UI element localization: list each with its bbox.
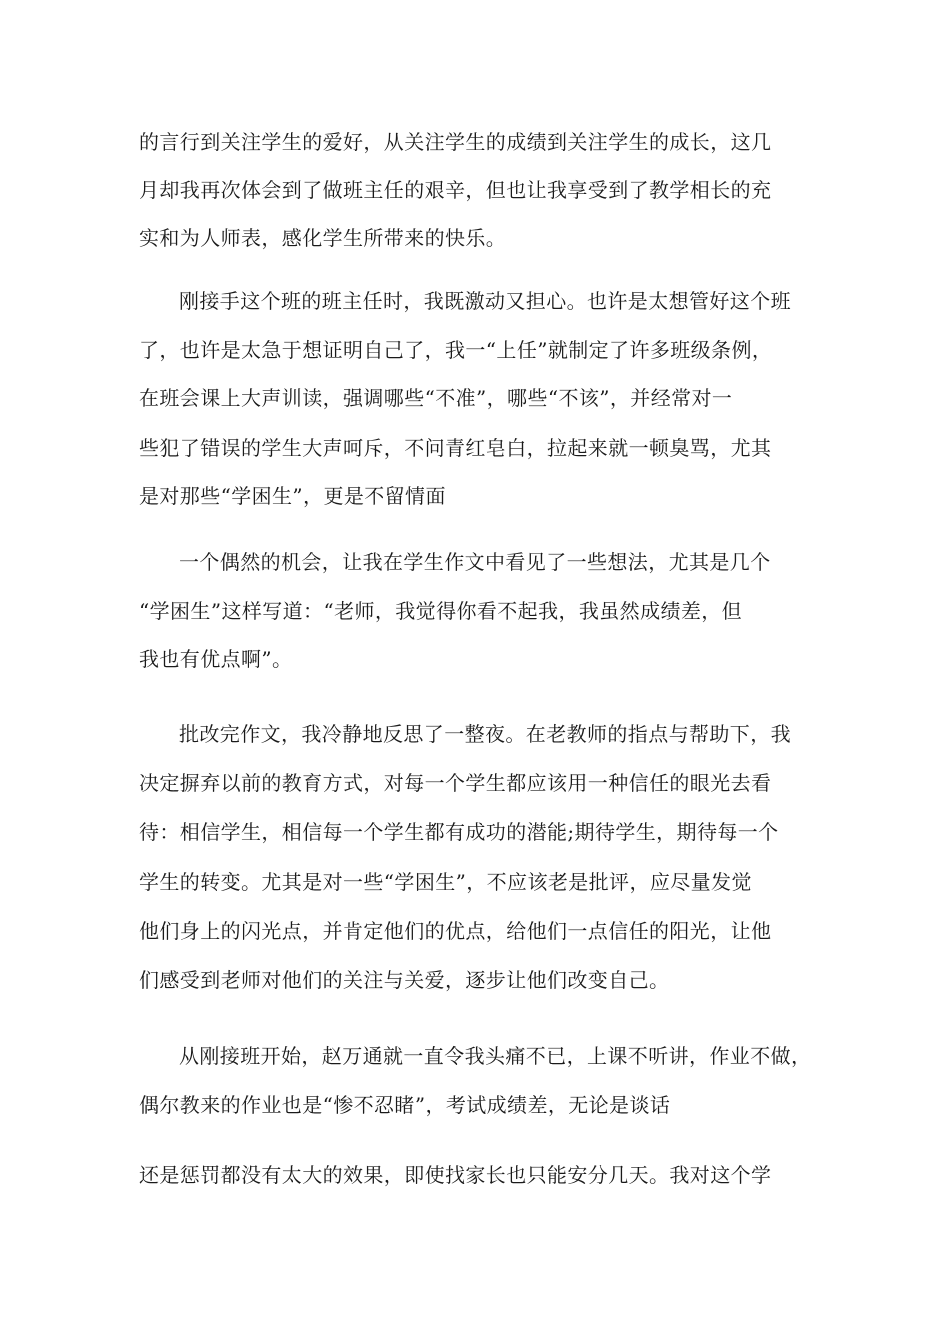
text-line: 是对那些“学困生”，更是不留情面 xyxy=(139,484,446,508)
text-line: 实和为人师表，感化学生所带来的快乐。 xyxy=(139,226,507,250)
text-line: 些犯了错误的学生大声呵斥，不问青红皂白，拉起来就一顿臭骂，尤其 xyxy=(139,436,772,460)
paragraph-first-line: 从刚接班开始，赵万通就一直令我头痛不已，上课不听讲，作业不做， xyxy=(179,1044,812,1068)
paragraph-first-line: 批改完作文，我冷静地反思了一整夜。在老教师的指点与帮助下，我 xyxy=(179,722,791,746)
paragraph-first-line: 一个偶然的机会，让我在学生作文中看见了一些想法，尤其是几个 xyxy=(179,550,771,574)
text-line: 还是惩罚都没有太大的效果，即使找家长也只能安分几天。我对这个学 xyxy=(139,1163,772,1187)
text-line: 月却我再次体会到了做班主任的艰辛，但也让我享受到了教学相长的充 xyxy=(139,178,772,202)
text-line: 的言行到关注学生的爱好，从关注学生的成绩到关注学生的成长，这几 xyxy=(139,130,772,154)
paragraph-first-line: 刚接手这个班的班主任时，我既激动又担心。也许是太想管好这个班 xyxy=(179,289,791,313)
text-line: 决定摒弃以前的教育方式，对每一个学生都应该用一种信任的眼光去看 xyxy=(139,771,772,795)
text-line: 了，也许是太急于想证明自己了，我一“上任”就制定了许多班级条例， xyxy=(139,338,773,362)
text-line: 偶尔教来的作业也是“惨不忍睹”，考试成绩差，无论是谈话 xyxy=(139,1093,671,1117)
text-line: 他们身上的闪光点，并肯定他们的优点，给他们一点信任的阳光，让他 xyxy=(139,919,772,943)
text-line: 我也有优点啊”。 xyxy=(139,647,293,671)
text-line: “学困生”这样写道：“老师，我觉得你看不起我，我虽然成绩差，但 xyxy=(139,599,743,623)
text-line: 学生的转变。尤其是对一些“学困生”，不应该老是批评，应尽量发觉 xyxy=(139,870,752,894)
text-line: 待：相信学生，相信每一个学生都有成功的潜能;期待学生，期待每一个 xyxy=(139,820,779,844)
text-line: 在班会课上大声训读，强调哪些“不准”，哪些“不该”，并经常对一 xyxy=(139,386,733,410)
text-line: 们感受到老师对他们的关注与关爱，逐步让他们改变自己。 xyxy=(139,968,670,992)
